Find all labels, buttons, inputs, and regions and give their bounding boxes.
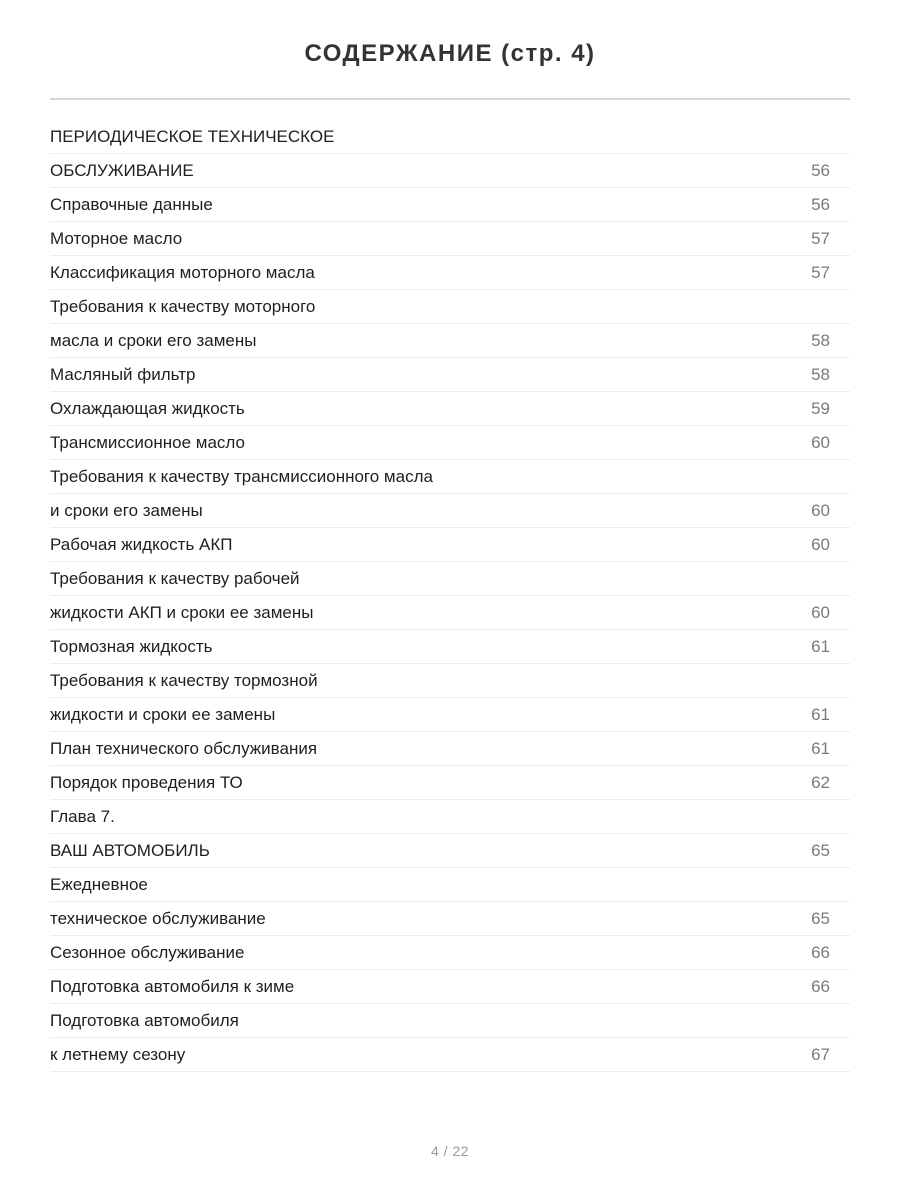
toc-entry-title: Порядок проведения ТО bbox=[50, 772, 243, 792]
toc-entry-page-number: 60 bbox=[811, 534, 830, 554]
toc-entry-title: к летнему сезону bbox=[50, 1044, 186, 1064]
toc-entry-page-number: 60 bbox=[811, 432, 830, 452]
toc-entry[interactable] bbox=[50, 494, 850, 528]
toc-entry[interactable] bbox=[50, 868, 850, 902]
toc-entry-page-number: 57 bbox=[811, 262, 830, 282]
toc-entry-title: техническое обслуживание bbox=[50, 908, 266, 928]
toc-entry-title: Сезонное обслуживание bbox=[50, 942, 245, 962]
toc-entry[interactable] bbox=[50, 358, 850, 392]
toc-entry-title: жидкости и сроки ее замены bbox=[50, 704, 276, 724]
toc-entry-page-number: 67 bbox=[811, 1044, 830, 1064]
toc-entry-title: и сроки его замены bbox=[50, 500, 203, 520]
toc-entry-page-number: 61 bbox=[811, 738, 830, 758]
toc-entry-page-number: 57 bbox=[811, 228, 830, 248]
toc-entry-title: Справочные данные bbox=[50, 194, 213, 214]
toc-entry-page-number: 65 bbox=[811, 908, 830, 928]
title-divider bbox=[50, 98, 850, 100]
toc-entry[interactable] bbox=[50, 596, 850, 630]
toc-entry-title: Трансмиссионное масло bbox=[50, 432, 245, 452]
toc-entry[interactable] bbox=[50, 834, 850, 868]
toc-entry[interactable] bbox=[50, 222, 850, 256]
toc-entry[interactable] bbox=[50, 120, 850, 154]
toc-entry-title: Глава 7. bbox=[50, 806, 115, 826]
toc-entry-title: Классификация моторного масла bbox=[50, 262, 315, 282]
toc-entry[interactable] bbox=[50, 936, 850, 970]
toc-entry[interactable] bbox=[50, 970, 850, 1004]
toc-entry[interactable] bbox=[50, 188, 850, 222]
toc-entry[interactable] bbox=[50, 324, 850, 358]
toc-entry-page-number: 61 bbox=[811, 704, 830, 724]
toc-entry-title: Охлаждающая жидкость bbox=[50, 398, 245, 418]
toc-entry-page-number: 56 bbox=[811, 160, 830, 180]
toc-entry-title: Моторное масло bbox=[50, 228, 183, 248]
toc-entry-page-number: 59 bbox=[811, 398, 830, 418]
toc-entry-title: Требования к качеству рабочей bbox=[50, 568, 300, 588]
toc-entry[interactable] bbox=[50, 664, 850, 698]
toc-entry[interactable] bbox=[50, 392, 850, 426]
page-indicator: 4 / 22 bbox=[430, 1143, 470, 1159]
toc-entry-title: ВАШ АВТОМОБИЛЬ bbox=[50, 840, 210, 860]
toc-entry-title: ПЕРИОДИЧЕСКОЕ ТЕХНИЧЕСКОЕ bbox=[50, 126, 335, 146]
toc-entry-title: ОБСЛУЖИВАНИЕ bbox=[50, 160, 194, 180]
toc-entry[interactable] bbox=[50, 460, 850, 494]
toc-entry[interactable] bbox=[50, 562, 850, 596]
toc-entry-title: Требования к качеству тормозной bbox=[50, 670, 318, 690]
toc-entry-title: План технического обслуживания bbox=[50, 738, 318, 758]
toc-entry-title: Рабочая жидкость АКП bbox=[50, 534, 233, 554]
toc-entry[interactable] bbox=[50, 902, 850, 936]
toc-entry-page-number: 66 bbox=[811, 976, 830, 996]
toc-entry-title: Требования к качеству трансмиссионного масла bbox=[50, 466, 433, 486]
toc-entry[interactable] bbox=[50, 154, 850, 188]
toc-entry[interactable] bbox=[50, 630, 850, 664]
toc-entry-page-number: 61 bbox=[811, 636, 830, 656]
toc-entry-page-number: 62 bbox=[811, 772, 830, 792]
toc-entry-title: Ежедневное bbox=[50, 874, 148, 894]
toc-entry-page-number: 56 bbox=[811, 194, 830, 214]
toc-entry[interactable] bbox=[50, 290, 850, 324]
toc-entry-title: Требования к качеству моторного bbox=[50, 296, 316, 316]
toc-entry[interactable] bbox=[50, 1038, 850, 1072]
table-of-contents bbox=[50, 120, 850, 1072]
toc-entry-page-number: 60 bbox=[811, 500, 830, 520]
toc-entry-page-number: 58 bbox=[811, 330, 830, 350]
toc-entry[interactable] bbox=[50, 732, 850, 766]
toc-entry[interactable] bbox=[50, 698, 850, 732]
toc-entry-title: масла и сроки его замены bbox=[50, 330, 257, 350]
toc-entry[interactable] bbox=[50, 528, 850, 562]
toc-entry-page-number: 60 bbox=[811, 602, 830, 622]
toc-entry-title: Тормозная жидкость bbox=[50, 636, 213, 656]
toc-entry-page-number: 66 bbox=[811, 942, 830, 962]
toc-entry[interactable] bbox=[50, 766, 850, 800]
page-title: СОДЕРЖАНИЕ (стр. 4) bbox=[304, 40, 596, 67]
toc-entry-page-number: 65 bbox=[811, 840, 830, 860]
toc-entry-title: Подготовка автомобиля к зиме bbox=[50, 976, 295, 996]
toc-entry[interactable] bbox=[50, 256, 850, 290]
toc-entry[interactable] bbox=[50, 1004, 850, 1038]
toc-entry-title: жидкости АКП и сроки ее замены bbox=[50, 602, 314, 622]
toc-entry-title: Масляный фильтр bbox=[50, 364, 196, 384]
toc-entry[interactable] bbox=[50, 426, 850, 460]
toc-entry[interactable] bbox=[50, 800, 850, 834]
toc-entry-page-number: 58 bbox=[811, 364, 830, 384]
toc-entry-title: Подготовка автомобиля bbox=[50, 1010, 239, 1030]
